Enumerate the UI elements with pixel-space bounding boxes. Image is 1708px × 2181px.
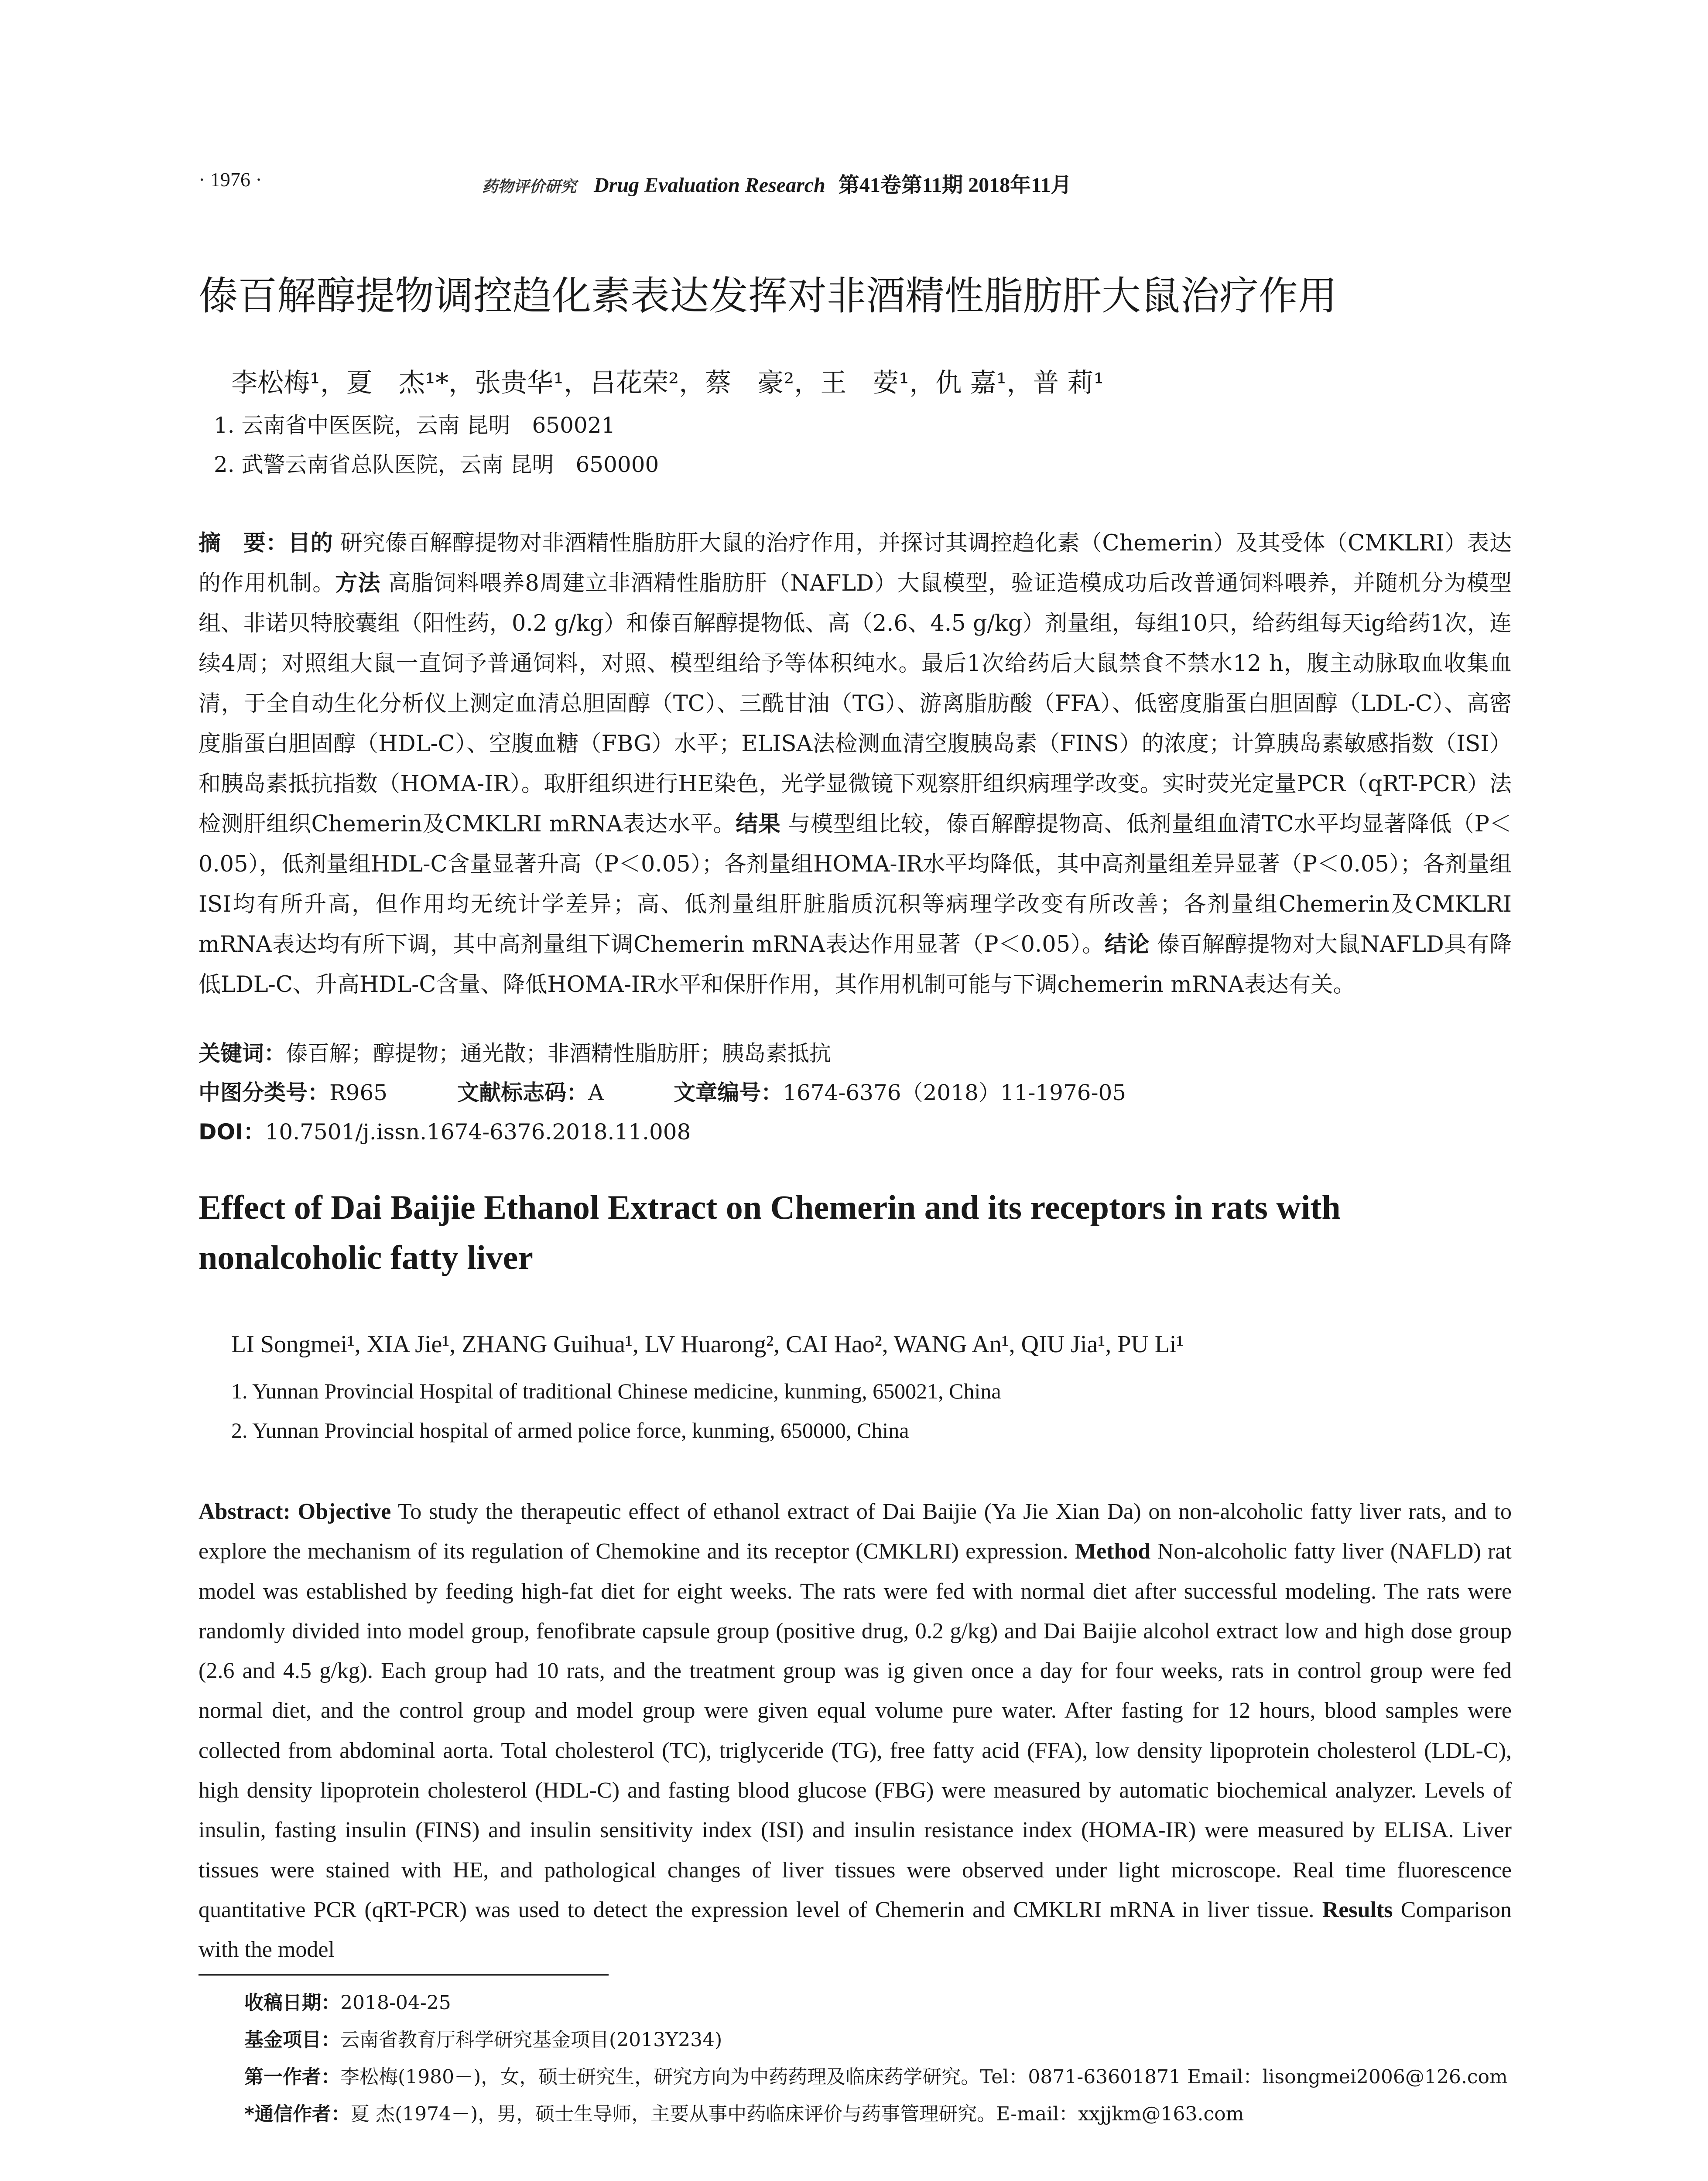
fund: 云南省教育厅科学研究基金项目(2013Y234) [340, 2029, 722, 2051]
journal-name-en: Drug Evaluation Research [594, 174, 825, 197]
keywords-label: 关键词： [199, 1041, 286, 1066]
abstract-cn-label: 摘 要： [199, 530, 288, 556]
received-label: 收稿日期： [244, 1992, 340, 2014]
results-en: Comparison with the model [199, 1897, 1512, 1962]
affiliation-en-2: 2. Yunnan Provincial hospital of armed police force, kunming, 650000, China [231, 1418, 909, 1443]
results-label-en: Results [1322, 1897, 1393, 1922]
affiliation-en-1: 1. Yunnan Provincial Hospital of traditional Chinese medicine, kunming, 650021, China [231, 1379, 1001, 1403]
doc-code: A [588, 1080, 604, 1105]
received-date: 2018-04-25 [340, 1992, 451, 2014]
objective-label-en: Objective [298, 1499, 391, 1524]
corresponding-label: *通信作者： [244, 2103, 351, 2125]
method-label-cn: 方法 [335, 571, 381, 596]
authors-cn: 李松梅¹，夏 杰¹*，张贵华¹，吕花荣²，蔡 豪²，王 荌¹，仇 嘉¹，普 莉¹ [231, 368, 1104, 398]
article-title-cn: 傣百解醇提物调控趋化素表达发挥对非酒精性脂肪肝大鼠治疗作用 [199, 273, 1337, 319]
classification-line [199, 1075, 1126, 1107]
results-cn: 与模型组比较，傣百解醇提物高、低剂量组血清TC水平均显著降低（P＜0.05），低剂量组HDL-C含量显著升高（P＜0.05）；各剂量组HOMA-IR水平均降低，其中高剂量组差异显著（P＜0.05）；各剂量组ISI均有所升高，但作用均无统计学差异；高、低剂量组肝脏脂质沉积等病理学改变有所改善；各剂量组Chemerin及CMKLRI mRNA表达均有所下调，其中高剂量组下调Chemerin mRNA表达作用显著（P＜0.05）。 [199, 811, 1512, 957]
affiliation-cn-2: 2. 武警云南省总队医院，云南 昆明 650000 [214, 452, 659, 477]
method-en: Non-alcoholic fatty liver (NAFLD) rat model was established by feeding high-fat diet for eight weeks. The rats were fed with normal diet after successful modeling. The rats were randomly divided into model group, fenofibrate capsule group (positive drug, 0.2 g/kg) and Dai Baijie alcohol extract low and high dose group (2.6 and 4.5 g/kg). Each group had 10 rats, and the treatment group was ig given once a day for four weeks, rats in control group were fed normal diet, and the control group and model group were given equal volume pure water. After fasting for 12 hours, blood samples were collected from abdominal aorta. Total cholesterol (TC), triglyceride (TG), free fatty acid (FFA), low density lipoprotein cholesterol (LDL-C), high density lipoprotein cholesterol (HDL-C) and fasting blood glucose (FBG) were measured by automatic biochemical analyzer. Levels of insulin, fasting insulin (FINS) and insulin sensitivity index (ISI) and insulin resistance index (HOMA-IR) were measured by ELISA. Liver tissues were stained with HE, and pathological changes of liver tissues were observed under light microscope. Real time fluorescence quantitative PCR (qRT-PCR) was used to detect the expression level of Chemerin and CMKLRI mRNA in liver tissue. [199, 1539, 1512, 1922]
footnote-divider [199, 1974, 609, 1976]
keywords: 傣百解；醇提物；通光散；非酒精性脂肪肝；胰岛素抵抗 [286, 1041, 831, 1066]
footnote-first-author [244, 2061, 1508, 2089]
article-number-label: 文章编号： [674, 1080, 783, 1105]
running-header [199, 168, 1512, 203]
results-label-cn: 结果 [736, 811, 781, 837]
article-number: 1674-6376（2018）11-1976-05 [783, 1080, 1126, 1105]
page-number: · 1976 · [199, 168, 262, 191]
first-author: 李松梅(1980－)，女，硕士研究生，研究方向为中药药理及临床药学研究。Tel：0871-63601871 Email：lisongmei2006@126.com [340, 2066, 1508, 2088]
article-title-en: Effect of Dai Baijie Ethanol Extract on Chemerin and its receptors in rats with nonalcoholic fatty liver [199, 1188, 1341, 1276]
footnote-received [244, 1987, 451, 2015]
doi-label: DOI： [199, 1119, 265, 1145]
first-author-label: 第一作者： [244, 2066, 340, 2088]
journal-logo: 药物评价研究 [482, 178, 577, 196]
doc-code-label: 文献标志码： [457, 1080, 589, 1105]
doi-line [199, 1114, 691, 1146]
fund-label: 基金项目： [244, 2029, 340, 2051]
journal-line [482, 168, 1071, 198]
authors-en: LI Songmei¹, XIA Jie¹, ZHANG Guihua¹, LV Huarong², CAI Hao², WANG An¹, QIU Jia¹, PU Li¹ [231, 1331, 1184, 1358]
objective-en: To study the therapeutic effect of ethanol extract of Dai Baijie (Ya Jie Xian Da) on non-alcoholic fatty liver rats, and to explore the mechanism of its regulation of Chemokine and its receptor (CMKLRI) expression. [199, 1499, 1512, 1564]
objective-label-cn: 目的 [288, 530, 333, 556]
footnote-fund [244, 2024, 722, 2052]
doi: 10.7501/j.issn.1674-6376.2018.11.008 [265, 1119, 691, 1145]
abstract-en [199, 1492, 1512, 1970]
abstract-en-label: Abstract: [199, 1499, 291, 1524]
method-label-en: Method [1075, 1539, 1151, 1564]
journal-issue: 第41卷第11期 2018年11月 [838, 174, 1072, 197]
abstract-cn [199, 523, 1512, 1005]
conclusion-cn: 傣百解醇提物对大鼠NAFLD具有降低LDL-C、升高HDL-C含量、降低HOMA-IR水平和保肝作用，其作用机制可能与下调chemerin mRNA表达有关。 [199, 932, 1512, 998]
method-cn: 高脂饲料喂养8周建立非酒精性脂肪肝（NAFLD）大鼠模型，验证造模成功后改普通饲料喂养，并随机分为模型组、非诺贝特胶囊组（阳性药，0.2 g/kg）和傣百解醇提物低、高（2.6、4.5 g/kg）剂量组，每组10只，给药组每天ig给药1次，连续4周；对照组大鼠一直饲予普通饲料，对照、模型组给予等体积纯水。最后1次给药后大鼠禁食不禁水12 h，腹主动脉取血收集血清，于全自动生化分析仪上测定血清总胆固醇（TC）、三酰甘油（TG）、游离脂肪酸（FFA）、低密度脂蛋白胆固醇（LDL-C）、高密度脂蛋白胆固醇（HDL-C）、空腹血糖（FBG）水平；ELISA法检测血清空腹胰岛素（FINS）的浓度；计算胰岛素敏感指数（ISI）和胰岛素抵抗指数（HOMA-IR）。取肝组织进行HE染色，光学显微镜下观察肝组织病理学改变。实时荧光定量PCR（qRT-PCR）法检测肝组织Chemerin及CMKLRI mRNA表达水平。 [199, 571, 1512, 837]
clc-label: 中图分类号： [199, 1080, 329, 1105]
corresponding-author: 夏 杰(1974－)，男，硕士生导师，主要从事中药临床评价与药事管理研究。E-mail：xxjjkm@163.com [350, 2103, 1244, 2125]
objective-cn: 研究傣百解醇提物对非酒精性脂肪肝大鼠的治疗作用，并探讨其调控趋化素（Chemerin）及其受体（CMKLRI）表达的作用机制。 [199, 530, 1512, 596]
clc-number: R965 [329, 1080, 388, 1105]
keywords-line [199, 1036, 831, 1067]
footnote-corresponding [244, 2098, 1244, 2126]
affiliation-cn-1: 1. 云南省中医医院，云南 昆明 650021 [214, 413, 616, 438]
conclusion-label-cn: 结论 [1104, 932, 1150, 957]
